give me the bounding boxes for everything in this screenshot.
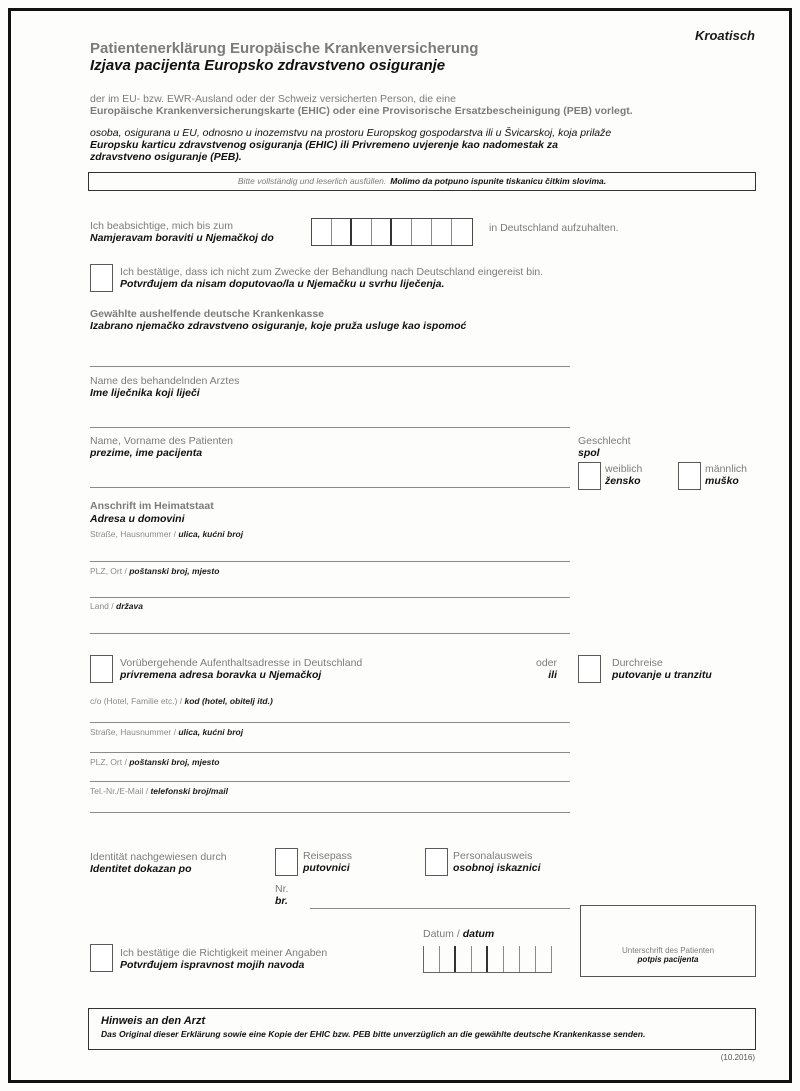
banner-text-de: Bitte vollständig und leserlich ausfüllen.: [237, 175, 387, 186]
co-label-de: c/o (Hotel, Familie etc.) /: [90, 696, 183, 706]
home-plz-label: [90, 566, 490, 576]
temp-street-label-de: Straße, Hausnummer /: [90, 727, 176, 737]
notice-box: [88, 1008, 756, 1050]
date-cell[interactable]: [452, 219, 472, 245]
signature-box[interactable]: [580, 905, 756, 977]
date-cell[interactable]: [488, 946, 504, 972]
passport-label-hr: putovnici: [303, 862, 350, 874]
temp-street-input-line[interactable]: [90, 752, 570, 753]
home-land-label: [90, 601, 490, 611]
home-land-label-hr: država: [116, 601, 143, 611]
arzt-label-de: Name des behandelnden Arztes: [90, 375, 240, 387]
temp-plz-label: [90, 757, 490, 767]
form-title-de: Patientenerklärung Europäische Krankenversicherung: [90, 40, 479, 57]
home-address-heading-de: Anschrift im Heimatstaat: [90, 500, 214, 512]
patient-input-line[interactable]: [90, 487, 570, 488]
co-label-hr: kod (hotel, obitelj itd.): [184, 696, 273, 706]
temp-plz-label-de: PLZ, Ort /: [90, 757, 127, 767]
date-cell[interactable]: [392, 219, 412, 245]
idcard-label-de: Personalausweis: [453, 850, 533, 862]
home-street-input-line[interactable]: [90, 561, 570, 562]
arzt-label-hr: Ime liječnika koji liječi: [90, 387, 200, 399]
male-label-de: männlich: [705, 463, 748, 475]
date-cell[interactable]: [440, 946, 456, 972]
female-checkbox[interactable]: [578, 462, 601, 490]
male-checkbox[interactable]: [678, 462, 701, 490]
confirm-label-hr: Potvrđujem ispravnost mojih navoda: [120, 959, 305, 971]
date-cell[interactable]: [332, 219, 352, 245]
geschlecht-label-hr: spol: [578, 447, 600, 459]
idcard-label-hr: osobnoj iskaznici: [453, 862, 541, 874]
transit-label-de: Durchreise: [612, 657, 663, 669]
home-street-label: [90, 529, 490, 539]
date-cell[interactable]: [424, 946, 440, 972]
patient-label-hr: prezime, ime pacijenta: [90, 447, 203, 459]
tel-label-de: Tel.-Nr./E-Mail /: [90, 786, 149, 796]
date-cell[interactable]: [520, 946, 536, 972]
tel-input-line[interactable]: [90, 812, 570, 813]
banner-text-hr: Molimo da potpuno ispunite tiskanicu čitkim slovima.: [390, 175, 607, 186]
date-cell[interactable]: [432, 219, 452, 245]
identity-label-hr: Identitet dokazan po: [90, 863, 192, 875]
intro-hr-line1: osoba, osigurana u EU, odnosno u inozemstvu na prostoru Europskog gospodarstva ili u Švicarskoj, koja prilaže: [90, 127, 612, 139]
intro-hr-line3: zdravstveno osiguranje (PEB).: [90, 151, 242, 163]
intro-hr-line2: Europsku karticu zdravstvenog osiguranja (EHIC) ili Privremeno uvjerenje kao nadomestak za: [90, 139, 558, 151]
krankenkasse-input-line[interactable]: [90, 366, 570, 367]
no-treatment-label-hr: Potvrđujem da nisam doputovao/la u Njemačku u svrhu liječenja.: [120, 278, 445, 290]
date-cell[interactable]: [504, 946, 520, 972]
geschlecht-label-de: Geschlecht: [578, 435, 631, 447]
or-label-de: oder: [535, 657, 557, 669]
krankenkasse-label-hr: Izabrano njemačko zdravstveno osiguranje, koje pruža usluge kao ispomoć: [90, 320, 467, 332]
stay-label-hr: Namjeravam boraviti u Njemačkoj do: [90, 232, 274, 244]
notice-body: Das Original dieser Erklärung sowie eine Kopie der EHIC bzw. PEB bitte unverzüglich an die gewählte deutsche Krankenkasse senden.: [101, 1029, 646, 1039]
temp-street-label-hr: ulica, kućni broj: [178, 727, 244, 737]
stay-label-de: Ich beabsichtige, mich bis zum: [90, 220, 233, 232]
home-street-label-de: Straße, Hausnummer /: [90, 529, 176, 539]
home-street-label-hr: ulica, kućni broj: [178, 529, 244, 539]
home-plz-input-line[interactable]: [90, 597, 570, 598]
confirm-checkbox[interactable]: [90, 944, 113, 972]
krankenkasse-label-de: Gewählte aushelfende deutsche Krankenkasse: [90, 308, 325, 320]
temp-plz-input-line[interactable]: [90, 781, 570, 782]
stay-suffix-de: in Deutschland aufzuhalten.: [489, 222, 619, 234]
intro-de-line1: der im EU- bzw. EWR-Ausland oder der Schweiz versicherten Person, die eine: [90, 93, 456, 105]
signature-date-field[interactable]: [423, 946, 552, 973]
date-cell[interactable]: [352, 219, 372, 245]
date-label: [423, 928, 563, 940]
male-label-hr: muško: [705, 475, 739, 487]
home-land-label-de: Land /: [90, 601, 114, 611]
date-cell[interactable]: [412, 219, 432, 245]
date-cell[interactable]: [472, 946, 488, 972]
home-land-input-line[interactable]: [90, 633, 570, 634]
tel-label-hr: telefonski broj/mail: [150, 786, 228, 796]
co-input-line[interactable]: [90, 722, 570, 723]
nr-label-hr: br.: [275, 895, 288, 907]
stay-until-date-field[interactable]: [311, 218, 473, 246]
intro-de-line2: Europäische Krankenversicherungskarte (EHIC) oder eine Provisorische Ersatzbescheinigung (PEB) vorlegt.: [90, 105, 633, 117]
date-cell[interactable]: [456, 946, 472, 972]
confirm-label-de: Ich bestätige die Richtigkeit meiner Angaben: [120, 947, 328, 959]
patient-label-de: Name, Vorname des Patienten: [90, 435, 234, 447]
signature-label-hr: potpis pacijenta: [637, 955, 699, 964]
identity-label-de: Identität nachgewiesen durch: [90, 851, 227, 863]
no-treatment-checkbox[interactable]: [90, 264, 113, 292]
date-label-de: Datum /: [423, 928, 460, 940]
passport-checkbox[interactable]: [275, 848, 298, 876]
tel-label: [90, 786, 490, 796]
temp-address-label-de: Vorübergehende Aufenthaltsadresse in Deutschland: [120, 657, 363, 669]
passport-label-de: Reisepass: [303, 850, 353, 862]
arzt-input-line[interactable]: [90, 427, 570, 428]
idcard-checkbox[interactable]: [425, 848, 448, 876]
temp-street-label: [90, 727, 490, 737]
female-label-hr: žensko: [605, 475, 641, 487]
notice-title: Hinweis an den Arzt: [101, 1015, 206, 1027]
signature-label-de: Unterschrift des Patienten: [621, 946, 715, 955]
date-cell[interactable]: [372, 219, 392, 245]
transit-label-hr: putovanje u tranzitu: [612, 669, 712, 681]
temp-plz-label-hr: poštanski broj, mjesto: [129, 757, 220, 767]
or-label-hr: ili: [548, 669, 557, 681]
form-title-hr: Izjava pacijenta Europsko zdravstveno osiguranje: [90, 57, 446, 74]
no-treatment-label-de: Ich bestätige, dass ich nicht zum Zwecke der Behandlung nach Deutschland eingereist bin.: [120, 266, 544, 278]
home-plz-label-hr: poštanski broj, mjesto: [129, 566, 220, 576]
date-label-hr: datum: [462, 928, 495, 940]
temp-address-checkbox[interactable]: [90, 655, 113, 683]
female-label-de: weiblich: [605, 463, 643, 475]
fill-instructions-banner: [88, 172, 756, 191]
language-tag: Kroatisch: [695, 28, 755, 43]
form-version: (10.2016): [720, 1053, 755, 1062]
home-plz-label-de: PLZ, Ort /: [90, 566, 127, 576]
temp-address-label-hr: privremena adresa boravka u Njemačkoj: [120, 669, 322, 681]
transit-checkbox[interactable]: [578, 655, 601, 683]
document-number-input-line[interactable]: [310, 908, 570, 909]
co-label: [90, 696, 490, 706]
home-address-heading-hr: Adresa u domovini: [90, 513, 185, 525]
date-cell[interactable]: [536, 946, 552, 972]
date-cell[interactable]: [312, 219, 332, 245]
nr-label-de: Nr.: [275, 883, 289, 895]
